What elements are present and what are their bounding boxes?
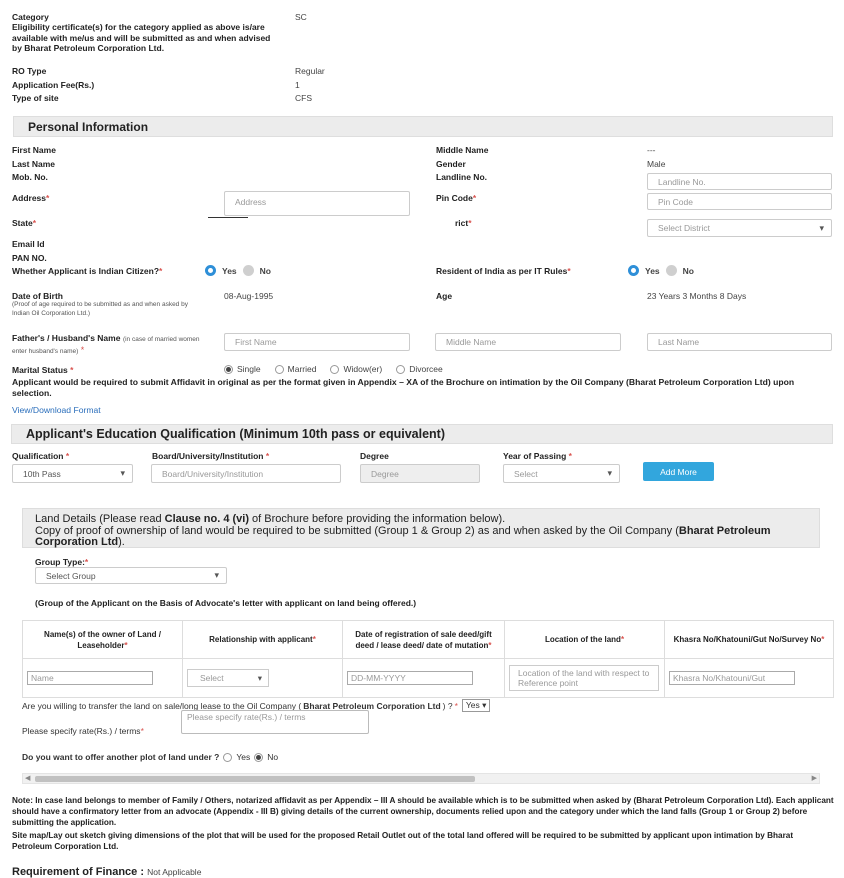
indian-no-radio[interactable] [243,265,254,276]
eligibility-text: Eligibility certificate(s) for the category applied as above is/are available with me/us and will be submitted as and when advised by Bharat Petroleum Corporation Ltd. [12,22,271,53]
land-header: Land Details (Please read Clause no. 4 (vi) of Brochure before providing the information below). Copy of proof of ownership of land would be required to be submitted (Group 1 & Group 2) as and when asked by the Oil Company (Bharat Petroleum Corporation Ltd). [22,508,820,548]
personal-info-header: Personal Information [13,116,833,137]
resident-no-radio[interactable] [666,265,677,276]
father-middle-name-input[interactable]: Middle Name [435,333,621,351]
note-family: Note: In case land belongs to member of Family / Others, notarized affidavit as per Appendix – III A should be available which is to be submitted when asked by (Bharat Petroleum Corporation Ltd). Each applicant should have a confirmatory letter from an advocate (Appendix - III B) giving details of the current ownership, documents relied upon and the category under which the land falls (Group 1 or Group 2) before submitting the application. [12,796,834,827]
group-type-label: Group Type:* [35,557,89,567]
table-row [23,659,834,698]
transfer-select[interactable]: Yes ▾ [462,699,491,712]
year-label: Year of Passing * [503,451,572,461]
year-select[interactable]: Select ▾ [503,464,620,483]
father-last-name-input[interactable]: Last Name [647,333,832,351]
age-label: Age [436,291,453,301]
pan-label: PAN NO. [12,253,47,263]
district-select[interactable]: Select District ▾ [647,219,832,237]
pin-input[interactable]: Pin Code [647,193,832,210]
last-name-label: Last Name [12,159,55,169]
indian-citizen-label: Whether Applicant is Indian Citizen?* [12,266,163,276]
note-site-map: Site map/Lay out sketch giving dimensions of the plot that will be used for the proposed Retail Outlet out of the total land offered will be required to be submitted by applicant upon intimation by Bharat Petroleum Corporation Ltd. [12,831,794,851]
email-label: Email Id [12,239,45,249]
site-value: CFS [295,93,312,103]
mob-label: Mob. No. [12,172,48,182]
indian-yes-label: Yes [222,265,237,276]
qualification-select[interactable]: 10th Pass ▾ [12,464,133,483]
marital-single[interactable]: Single [224,364,261,374]
scroll-right-icon[interactable]: ▶ [811,775,817,782]
landline-label: Landline No. [436,172,487,182]
degree-label: Degree [360,451,389,461]
site-label: Type of site [12,93,59,103]
land-table [22,620,834,698]
gender-value: Male [647,159,666,169]
col-relationship: Relationship with applicant* [183,621,343,659]
col-owner: Name(s) of the owner of Land / Leaseholder* [23,621,183,659]
another-yes-radio[interactable] [223,753,232,762]
resident-yes-radio[interactable] [628,265,639,276]
ro-type-value: Regular [295,66,325,76]
dob-note: (Proof of age required to be submitted as and when asked by Indian Oil Corporation Ltd.) [12,301,188,317]
marital-radios [224,364,443,374]
finance-row: Requirement of Finance : Not Applicable [12,866,202,878]
another-plot-row: Do you want to offer another plot of land under ? Yes No [22,752,279,762]
category-value: SC [295,12,307,22]
group-select[interactable]: Select Group ▾ [35,567,227,584]
fee-value: 1 [295,80,300,90]
horizontal-scrollbar[interactable] [22,773,820,784]
dob-value: 08-Aug-1995 [224,291,274,301]
resident-label: Resident of India as per IT Rules* [436,266,571,276]
middle-name-label: Middle Name [436,145,489,155]
state-underline [208,217,248,218]
rate-label: Please specify rate(Rs.) / terms* [22,726,144,736]
ro-type-label: RO Type [12,66,47,76]
owner-name-input[interactable]: Name [27,671,153,685]
rate-textarea[interactable]: Please specify rate(Rs.) / terms [181,710,369,734]
district-label: rict* [455,218,472,228]
landline-input[interactable]: Landline No. [647,173,832,190]
scroll-left-icon[interactable]: ◀ [25,775,31,782]
board-input[interactable]: Board/University/Institution [151,464,341,483]
col-location: Location of the land* [505,621,665,659]
col-khasra: Khasra No/Khatouni/Gut No/Survey No* [665,621,834,659]
date-input[interactable]: DD-MM-YYYY [347,671,473,685]
view-download-link[interactable]: View/Download Format [12,405,101,415]
khasra-input[interactable]: Khasra No/Khatouni/Gut [669,671,795,685]
transfer-question: Are you willing to transfer the land on sale/long lease to the Oil Company ( Bharat Petroleum Corporation Ltd ) ? * Yes ▾ [22,699,490,712]
qualification-label: Qualification * [12,451,70,461]
address-label: Address* [12,193,50,203]
marital-widower[interactable]: Widow(er) [330,364,382,374]
marital-married[interactable]: Married [275,364,317,374]
category-label: Category [12,12,49,22]
education-header: Applicant's Education Qualification (Minimum 10th pass or equivalent) [11,424,833,444]
col-date: Date of registration of sale deed/gift deed / lease deed/ date of mutation* [343,621,505,659]
scrollbar-thumb[interactable] [35,776,475,782]
relationship-select[interactable]: Select ▾ [187,669,269,687]
dob-label: Date of Birth [12,291,63,301]
fee-label: Application Fee(Rs.) [12,80,95,90]
board-label: Board/University/Institution * [152,451,270,461]
father-first-name-input[interactable]: First Name [224,333,410,351]
affidavit-text: Applicant would be required to submit Affidavit in original as per the format given in Appendix – XA of the Brochure on intimation by the Oil Company (Bharat Petroleum Corporation Ltd) upon selection. [12,377,795,398]
first-name-label: First Name [12,145,56,155]
chevron-down-icon: ▾ [257,672,262,683]
indian-citizen-radios [205,265,271,276]
degree-input[interactable]: Degree [360,464,480,483]
gender-label: Gender [436,159,466,169]
address-textarea[interactable]: Address [224,191,410,216]
state-label: State* [12,218,37,228]
location-textarea[interactable]: Location of the land with respect to Reference point [509,665,659,691]
marital-divorcee[interactable]: Divorcee [396,364,443,374]
resident-no-label: No [682,265,694,276]
indian-no-label: No [259,265,271,276]
marital-label: Marital Status * [12,365,74,375]
resident-yes-label: Yes [645,265,660,276]
add-more-button[interactable]: Add More [643,462,714,481]
age-value: 23 Years 3 Months 8 Days [647,291,747,301]
father-label: Father's / Husband's Name (in case of married women enter husband's name) * [12,333,200,355]
another-no-radio[interactable] [254,753,263,762]
resident-radios [628,265,694,276]
indian-yes-radio[interactable] [205,265,216,276]
group-note: (Group of the Applicant on the Basis of Advocate's letter with applicant on land being offered.) [35,598,417,608]
middle-name-value: --- [647,145,656,155]
pin-label: Pin Code* [436,193,477,203]
